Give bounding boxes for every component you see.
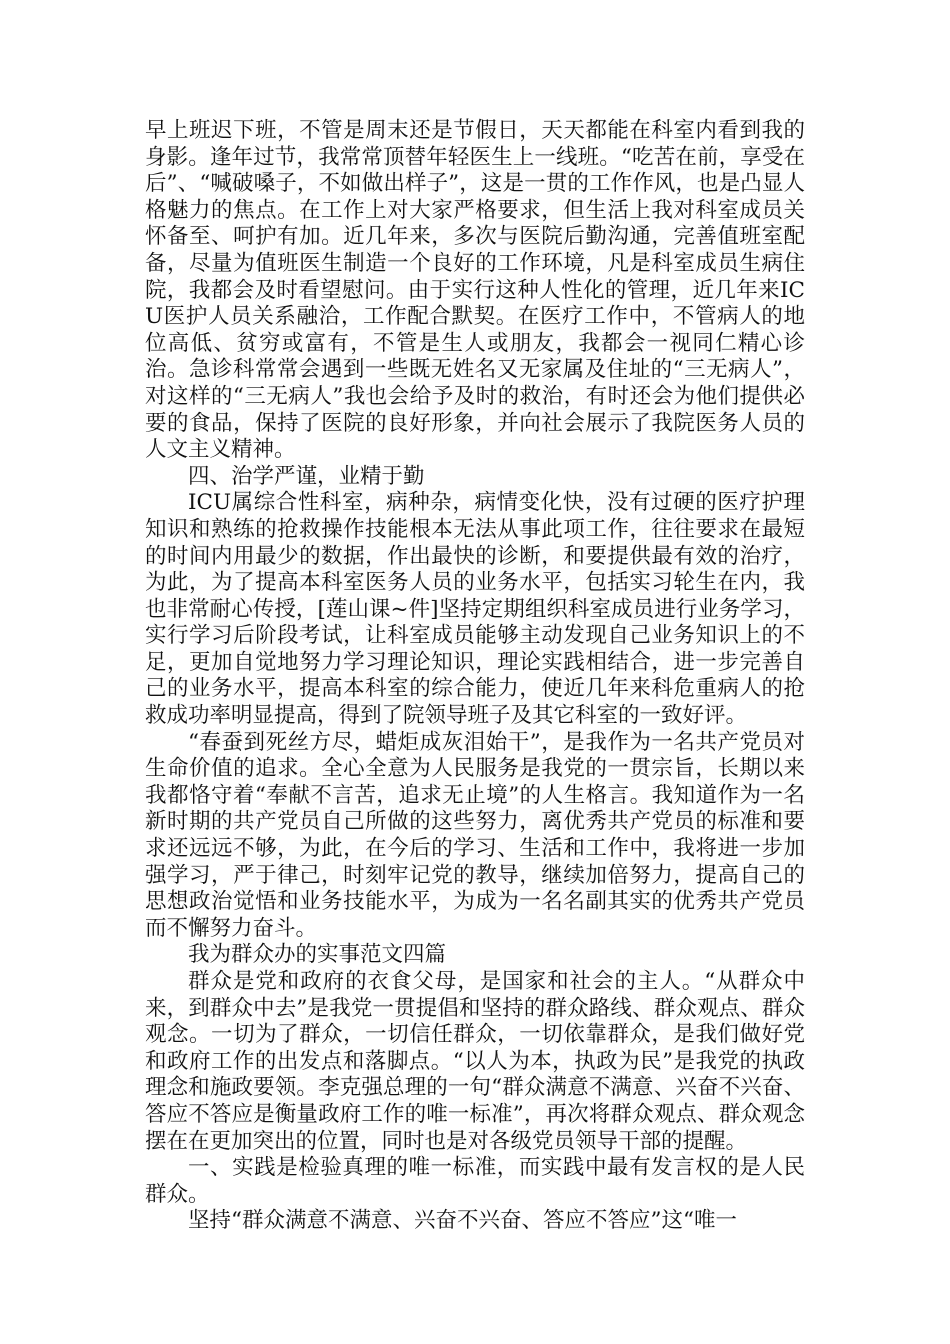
paragraph-5: 坚持“群众满意不满意、兴奋不兴奋、答应不答应”这“唯一 [188, 1208, 737, 1234]
section-heading-4: 四、治学严谨，业精于勤 [188, 463, 425, 489]
document-body [145, 118, 805, 1235]
paragraph-4: 群众是党和政府的衣食父母，是国家和社会的主人。“从群众中来，到群众中去”是我党一贯提倡和坚持的群众路线、群众观点、群众观念。一切为了群众，一切信任群众，一切依靠群众，是我们做好党和政府工作的出发点和落脚点。“以人为本，执政为民”是我党的执政理念和施政要领。李克强总理的一句“群众满意不满意、兴奋不兴奋、答应不答应是衡量政府工作的唯一标准”，再次将群众观点、群众观念摆在在更加突出的位置，同时也是对各级党员领导干部的提醒。 [145, 969, 805, 1154]
section-heading-1: 一、实践是检验真理的唯一标准，而实践中最有发言权的是人民群众。 [145, 1155, 805, 1207]
paragraph-1: 早上班迟下班，不管是周末还是节假日，天天都能在科室内看到我的身影。逢年过节，我常常顶替年轻医生上一线班。“吃苦在前，享受在后”、“喊破嗓子，不如做出样子”，这是一贯的工作作风，也是凸显人格魅力的焦点。在工作上对大家严格要求，但生活上我对科室成员关怀备至、呵护有加。近几年来，多次与医院后勤沟通，完善值班室配备，尽量为值班医生制造一个良好的工作环境，凡是科室成员生病住院，我都会及时看望慰问。由于实行这种人性化的管理，近几年来ICU医护人员关系融洽，工作配合默契。在医疗工作中，不管病人的地位高低、贫穷或富有，不管是生人或朋友，我都会一视同仁精心诊治。急诊科常常会遇到一些既无姓名又无家属及住址的“三无病人”，对这样的“三无病人”我也会给予及时的救治，有时还会为他们提供必要的食品，保持了医院的良好形象，并向社会展示了我院医务人员的人文主义精神。 [145, 118, 805, 463]
paragraph-3: “春蚕到死丝方尽，蜡炬成灰泪始干”，是我作为一名共产党员对生命价值的追求。全心全意为人民服务是我党的一贯宗旨，长期以来我都恪守着“奉献不言苦，追求无止境”的人生格言。我知道作为一名新时期的共产党员自己所做的这些努力，离优秀共产党员的标准和要求还远远不够，为此，在今后的学习、生活和工作中，我将进一步加强学习，严于律己，时刻牢记党的教导，继续加倍努力，提高自己的思想政治觉悟和业务技能水平，为成为一名名副其实的优秀共产党员而不懈努力奋斗。 [145, 729, 805, 941]
paragraph-2: ICU属综合性科室，病种杂，病情变化快，没有过硬的医疗护理知识和熟练的抢救操作技能根本无法从事此项工作，往往要求在最短的时间内用最少的数据，作出最快的诊断，和要提供最有效的治疗，为此，为了提高本科室医务人员的业务水平，包括实习轮生在内，我也非常耐心传授，[莲山课~件]坚持定期组织科室成员进行业务学习，实行学习后阶段考试，让科室成员能够主动发现自己业务知识上的不足，更加自觉地努力学习理论知识，理论实践相结合，进一步完善自己的业务水平，提高本科室的综合能力，使近几年来科危重病人的抢救成功率明显提高，得到了院领导班子及其它科室的一致好评。 [145, 490, 805, 729]
article-title: 我为群众办的实事范文四篇 [188, 942, 447, 968]
